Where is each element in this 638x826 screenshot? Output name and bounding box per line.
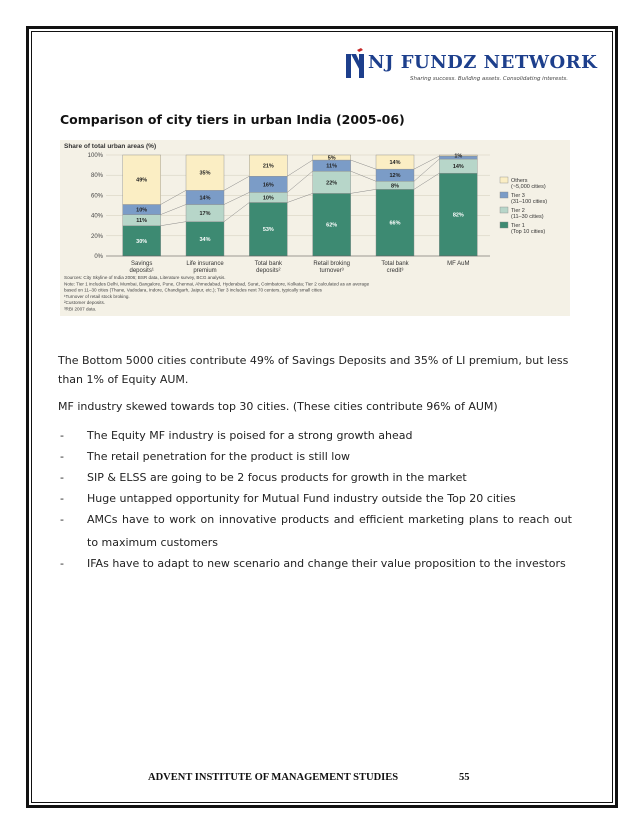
x-tick-label: credit³ bbox=[386, 268, 404, 274]
connector-line bbox=[161, 190, 186, 204]
data-label: 30% bbox=[136, 238, 148, 245]
x-tick-label: Life insurance bbox=[186, 261, 224, 267]
data-label: 62% bbox=[326, 222, 338, 229]
source-note: ³RBI 2007 data. bbox=[64, 306, 97, 312]
data-label: 17% bbox=[199, 211, 211, 218]
logo-tagline: Sharing success. Building assets. Consolidating interests. bbox=[410, 76, 569, 82]
y-tick-label: 40% bbox=[90, 213, 103, 220]
legend-swatch bbox=[500, 192, 508, 198]
list-item bbox=[58, 552, 572, 575]
data-label: 66% bbox=[389, 220, 401, 227]
bullet-text: Huge untapped opportunity for Mutual Fund industry outside the Top 20 cities bbox=[87, 492, 516, 505]
connector-line bbox=[161, 222, 186, 226]
legend-swatch bbox=[500, 177, 508, 183]
source-note: ²Customer deposits. bbox=[64, 300, 106, 306]
footer-institute: ADVENT INSTITUTE OF MANAGEMENT STUDIES bbox=[148, 772, 399, 783]
paragraph-mf-skew: MF industry skewed towards top 30 cities. (These cities contribute 96% of AUM) bbox=[58, 400, 498, 413]
data-label: 82% bbox=[452, 212, 464, 219]
source-note: Sources: City Skyline of India 2006; BSR data, Literature survey, BCG analysis. bbox=[64, 275, 226, 280]
connector-line bbox=[161, 204, 186, 214]
bullet-list bbox=[58, 424, 572, 573]
legend-swatch bbox=[500, 207, 508, 213]
logo-wordmark: NJ FUNDZ NETWORK bbox=[368, 52, 598, 73]
y-tick-label: 0% bbox=[94, 254, 103, 260]
bullet-dash: - bbox=[60, 429, 64, 442]
legend-swatch bbox=[500, 222, 508, 228]
bullet-text: The retail penetration for the product is still low bbox=[87, 450, 351, 463]
connector-line bbox=[351, 189, 376, 193]
legend-label: Others bbox=[511, 178, 528, 184]
legend-label: (31–100 cities) bbox=[511, 199, 548, 205]
paragraph-bottom-cities: The Bottom 5000 cities contribute 49% of Savings Deposits and 35% of LI premium, but less than 1% of Equity AUM. bbox=[58, 354, 569, 386]
data-label: 14% bbox=[389, 160, 401, 167]
data-label: 1% bbox=[454, 153, 463, 160]
bullet-dash: - bbox=[60, 513, 64, 526]
connector-line bbox=[414, 173, 439, 189]
x-tick-label: turnover³ bbox=[319, 268, 344, 274]
legend-label: Tier 2 bbox=[511, 208, 525, 214]
data-label: 10% bbox=[262, 195, 274, 202]
data-label: 12% bbox=[389, 173, 401, 180]
data-label: 53% bbox=[262, 227, 274, 234]
source-note: Note: Tier 1 includes Delhi, Mumbai, Bangalore, Pune, Chennai, Ahmedabad, Hyderabad, Surat, Coimbatore, Kolkata; Tier 2 calculated as an average bbox=[64, 281, 370, 287]
connector-line bbox=[287, 171, 312, 192]
footer-page-number: 55 bbox=[459, 772, 470, 783]
legend-label: Tier 1 bbox=[511, 223, 525, 229]
data-label: 8% bbox=[391, 183, 399, 190]
connector-line bbox=[351, 171, 376, 181]
bullet-dash: - bbox=[60, 450, 64, 463]
chart-image bbox=[60, 140, 570, 316]
list-item bbox=[58, 466, 572, 489]
source-note: based on 11–30 cities (Thane, Vadodara, Indore, Chandigarh, Jaipur, etc.); Tier 3 includes next 70 centers, typically small cities bbox=[64, 287, 322, 293]
bullet-text: AMCs have to work on innovative products and efficient marketing plans to reach out to maximum customers bbox=[87, 513, 572, 549]
data-label: 22% bbox=[326, 180, 338, 187]
connector-line bbox=[224, 192, 249, 204]
list-item bbox=[58, 487, 572, 510]
data-label: 5% bbox=[327, 155, 336, 162]
data-label: 35% bbox=[199, 170, 211, 177]
list-item bbox=[58, 508, 572, 554]
y-tick-label: 80% bbox=[90, 173, 103, 180]
bullet-text: SIP & ELSS are going to be 2 focus products for growth in the market bbox=[87, 471, 467, 484]
data-label: 11% bbox=[326, 163, 338, 170]
x-tick-label: deposits¹ bbox=[129, 268, 154, 274]
connector-line bbox=[287, 160, 312, 176]
data-label: 34% bbox=[199, 236, 211, 243]
legend-label: (11–30 cities) bbox=[511, 214, 544, 220]
legend-label: (Top 10 cities) bbox=[511, 229, 546, 235]
connector-line bbox=[224, 202, 249, 221]
data-label: 16% bbox=[262, 182, 274, 189]
x-tick-label: premium bbox=[193, 268, 217, 274]
chart-title: Share of total urban areas (%) bbox=[64, 143, 157, 150]
x-tick-label: MF AuM bbox=[447, 261, 470, 267]
connector-line bbox=[351, 160, 376, 169]
x-tick-label: deposits² bbox=[256, 268, 281, 274]
bullet-dash: - bbox=[60, 557, 64, 570]
stacked-bar-chart bbox=[60, 140, 570, 316]
y-tick-label: 20% bbox=[90, 233, 103, 240]
data-label: 14% bbox=[452, 164, 464, 171]
bullet-dash: - bbox=[60, 471, 64, 484]
y-tick-label: 100% bbox=[87, 153, 103, 159]
bullet-text: IFAs have to adapt to new scenario and change their value proposition to the investors bbox=[87, 557, 566, 570]
data-label: 21% bbox=[262, 163, 274, 170]
x-tick-label: Total bank bbox=[254, 261, 283, 267]
bullet-dash: - bbox=[60, 492, 64, 505]
page-title: Comparison of city tiers in urban India (2005-06) bbox=[60, 112, 405, 127]
legend-label: Tier 3 bbox=[511, 193, 525, 199]
legend-label: (~5,000 cities) bbox=[511, 184, 546, 190]
x-tick-label: Retail broking bbox=[313, 261, 351, 267]
connector-line bbox=[224, 176, 249, 190]
data-label: 11% bbox=[136, 218, 148, 225]
data-label: 10% bbox=[136, 207, 148, 214]
x-tick-label: Savings bbox=[130, 261, 153, 267]
bullet-text: The Equity MF industry is poised for a strong growth ahead bbox=[87, 429, 413, 442]
list-item bbox=[58, 424, 572, 447]
data-label: 49% bbox=[136, 177, 148, 184]
list-item bbox=[58, 445, 572, 468]
source-note: ¹Turnover of retail stock broking. bbox=[64, 293, 130, 299]
y-tick-label: 60% bbox=[90, 193, 103, 200]
data-label: 14% bbox=[199, 195, 211, 202]
connector-line bbox=[287, 193, 312, 202]
x-tick-label: Total bank bbox=[381, 261, 409, 267]
